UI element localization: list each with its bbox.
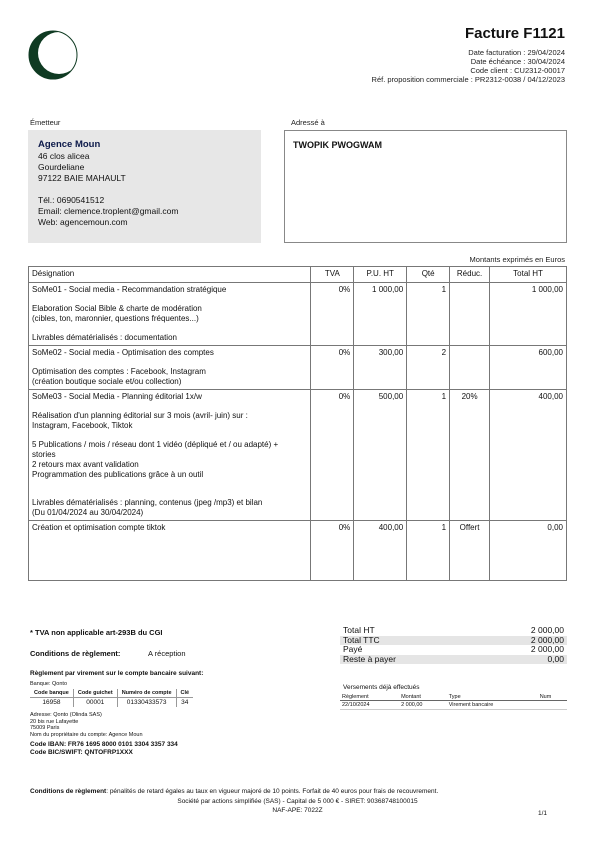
bank-address-line: Adresse: Qonto (Olinda SAS)	[30, 712, 102, 718]
bank-address-line: 75009 Paris	[30, 725, 60, 731]
bank-address	[30, 712, 143, 738]
item-description-line: (cibles, ton, maronnier, questions fréquentes...)	[32, 314, 199, 323]
total-label: Total HT	[343, 625, 375, 635]
item-unit-price: 400,00	[354, 521, 407, 581]
item-tva: 0%	[311, 390, 354, 521]
col-total: Total HT	[490, 267, 567, 283]
item-description-line: Livrables dématérialisés : planning, contenus (jpeg /mp3) et bilan	[32, 498, 263, 507]
account-owner: Nom du propriétaire du compte: Agence Moun	[30, 731, 143, 738]
footer-company-info: Société par actions simplifiée (SAS) - Capital de 5 000 € - SIRET: 90368748100015	[177, 798, 418, 805]
account-key: 34	[181, 699, 189, 706]
emitter-address-line: Gourdeliane	[38, 162, 85, 172]
proposal-ref: Réf. proposition commerciale : PR2312-0038 / 04/12/2023	[371, 75, 565, 84]
item-description-line	[32, 358, 307, 367]
item-discount	[450, 346, 490, 390]
item-description	[29, 521, 311, 581]
key-header: Clé	[176, 689, 193, 698]
item-description-line	[32, 431, 307, 440]
item-tva: 0%	[311, 346, 354, 390]
item-description-line	[32, 560, 307, 569]
item-description	[29, 346, 311, 390]
col-tva: TVA	[311, 267, 354, 283]
recipient-box	[284, 130, 567, 243]
total-value: 0,00	[547, 653, 564, 664]
bic: Code BIC/SWIFT: QNTOFRP1XXX	[30, 749, 133, 756]
iban: Code IBAN: FR76 1695 8000 0101 3304 3357 334	[30, 741, 178, 748]
item-description-line: Livrables dématérialisés : documentation	[32, 333, 177, 342]
bank-codes	[30, 741, 178, 757]
item-unit-price: 300,00	[354, 346, 407, 390]
total-value: 2 000,00	[530, 625, 564, 635]
payment-conditions-value: A réception	[148, 649, 186, 658]
payment-col-date: Règlement	[340, 694, 399, 701]
item-total: 0,00	[490, 521, 567, 581]
transfer-title: Règlement par virement sur le compte bancaire suivant:	[30, 670, 204, 677]
total-label: Total TTC	[343, 634, 380, 645]
item-description-line	[32, 489, 307, 498]
item-description-line	[32, 480, 307, 489]
items-table	[28, 266, 567, 581]
item-description-line	[32, 542, 307, 551]
bank-address-line: 20 bis rue Lafayette	[30, 718, 79, 725]
branch-code: 00001	[73, 698, 117, 708]
payment-date: 22/10/2024	[340, 701, 399, 710]
client-code: Code client : CU2312-00017	[470, 66, 565, 75]
invoice-date: Date facturation : 29/04/2024	[468, 48, 565, 57]
emitter-address-line: 46 clos alicea	[38, 151, 90, 161]
item-total: 1 000,00	[490, 283, 567, 346]
table-row	[29, 346, 567, 390]
payment-amount: 2 000,00	[399, 701, 447, 710]
table-header-row	[29, 267, 567, 283]
item-qty: 1	[407, 521, 450, 581]
payment-col-amount: Montant	[399, 694, 447, 701]
page-number: 1/1	[537, 810, 547, 817]
tva-note: * TVA non applicable art-293B du CGI	[30, 628, 163, 637]
item-description-line: SoMe01 - Social media - Recommandation stratégique	[32, 285, 227, 294]
bank-code: 16958	[30, 698, 73, 708]
item-description	[29, 283, 311, 346]
item-tva: 0%	[311, 521, 354, 581]
col-designation: Désignation	[29, 267, 311, 283]
item-description-line: 5 Publications / mois / réseau dont 1 vidéo (dépliqué et / ou adapté) +	[32, 440, 279, 449]
item-qty: 1	[407, 390, 450, 521]
emitter-address-line: 97122 BAIE MAHAULT	[38, 173, 126, 183]
payment-num	[538, 701, 567, 710]
footer-conditions	[30, 788, 438, 795]
totals-block	[340, 626, 567, 664]
item-description-line: Réalisation d'un planning éditorial sur 3 mois (avril- juin) sur :	[32, 411, 248, 420]
bank-code-header: Code banque	[30, 689, 73, 698]
item-qty: 1	[407, 283, 450, 346]
col-pu: P.U. HT	[354, 267, 407, 283]
payment-conditions-label: Conditions de règlement:	[30, 649, 121, 658]
amounts-note: Montants exprimés en Euros	[469, 255, 565, 264]
payment-col-type: Type	[447, 694, 538, 701]
item-description-line: Elaboration Social Bible & charte de modération	[32, 304, 202, 313]
emitter-email: Email: clemence.troplent@gmail.com	[38, 206, 179, 216]
payment-row	[340, 701, 567, 710]
item-description-line: Optimisation des comptes : Facebook, Instagram	[32, 367, 206, 376]
item-description-line	[32, 533, 307, 542]
item-description-line: Programmation des publications grâce à un outil	[32, 470, 204, 479]
company-logo	[28, 28, 78, 82]
item-discount: Offert	[450, 521, 490, 581]
table-row	[29, 521, 567, 581]
recipient-name: TWOPIK PWOGWAM	[293, 140, 382, 150]
item-description-line: Instagram, Facebook, Tiktok	[32, 421, 133, 430]
item-tva: 0%	[311, 283, 354, 346]
payments-table	[340, 694, 567, 710]
emitter-web: Web: agencemoun.com	[38, 217, 128, 227]
invoice-title: Facture F1121	[464, 25, 565, 42]
item-discount	[450, 283, 490, 346]
table-row	[29, 283, 567, 346]
item-description-line	[32, 569, 307, 578]
total-row	[340, 655, 567, 665]
recipient-label: Adressé à	[291, 118, 325, 127]
item-total: 400,00	[490, 390, 567, 521]
item-qty: 2	[407, 346, 450, 390]
payments-title: Versements déjà effectués	[343, 684, 420, 691]
footer-naf: NAF-APE: 7022Z	[272, 807, 323, 814]
total-label: Reste à payer	[343, 653, 396, 664]
account-number-header: Numéro de compte	[117, 689, 176, 698]
item-description-line	[32, 551, 307, 560]
emitter-name: Agence Moun	[38, 139, 101, 150]
item-description-line: SoMe02 - Social media - Optimisation des comptes	[32, 348, 214, 357]
item-description-line: 2 retours max avant validation	[32, 460, 139, 469]
branch-code-header: Code guichet	[73, 689, 117, 698]
col-reduc: Réduc.	[450, 267, 490, 283]
item-description	[29, 390, 311, 521]
item-unit-price: 1 000,00	[354, 283, 407, 346]
item-description-line: (Du 01/04/2024 au 30/04/2024)	[32, 508, 144, 517]
bank-table	[30, 689, 193, 707]
bank-name: Banque: Qonto	[30, 681, 68, 687]
item-total: 600,00	[490, 346, 567, 390]
item-discount: 20%	[450, 390, 490, 521]
item-description-line: stories	[32, 450, 56, 459]
item-description-line: (création boutique sociale et/ou collection)	[32, 377, 182, 386]
col-qte: Qté	[407, 267, 450, 283]
emitter-phone: Tél.: 0690541512	[38, 195, 105, 205]
table-row	[29, 390, 567, 521]
emitter-box	[28, 130, 261, 243]
due-date: Date échéance : 30/04/2024	[470, 57, 565, 66]
payment-col-num: Num	[538, 694, 567, 701]
item-description-line	[32, 324, 307, 333]
item-description-line	[32, 295, 307, 304]
invoice-meta	[372, 48, 565, 84]
item-description-line: Création et optimisation compte tiktok	[32, 523, 166, 532]
total-value: 2 000,00	[530, 644, 564, 654]
item-unit-price: 500,00	[354, 390, 407, 521]
total-label: Payé	[343, 644, 363, 654]
account-number: 01330433573	[117, 698, 176, 708]
footer-conditions-label: Conditions de règlement	[30, 788, 107, 795]
footer-conditions-text: : pénalités de retard égales au taux en vigueur majoré de 10 points. Forfait de 40 euros pour frais de recouvrement.	[106, 788, 439, 795]
item-description-line: SoMe03 - Social Media - Planning éditorial 1x/w	[32, 392, 202, 401]
item-description-line	[32, 402, 307, 411]
emitter-label: Émetteur	[30, 118, 61, 127]
payment-type: Virement bancaire	[447, 701, 538, 710]
total-value: 2 000,00	[530, 634, 564, 645]
